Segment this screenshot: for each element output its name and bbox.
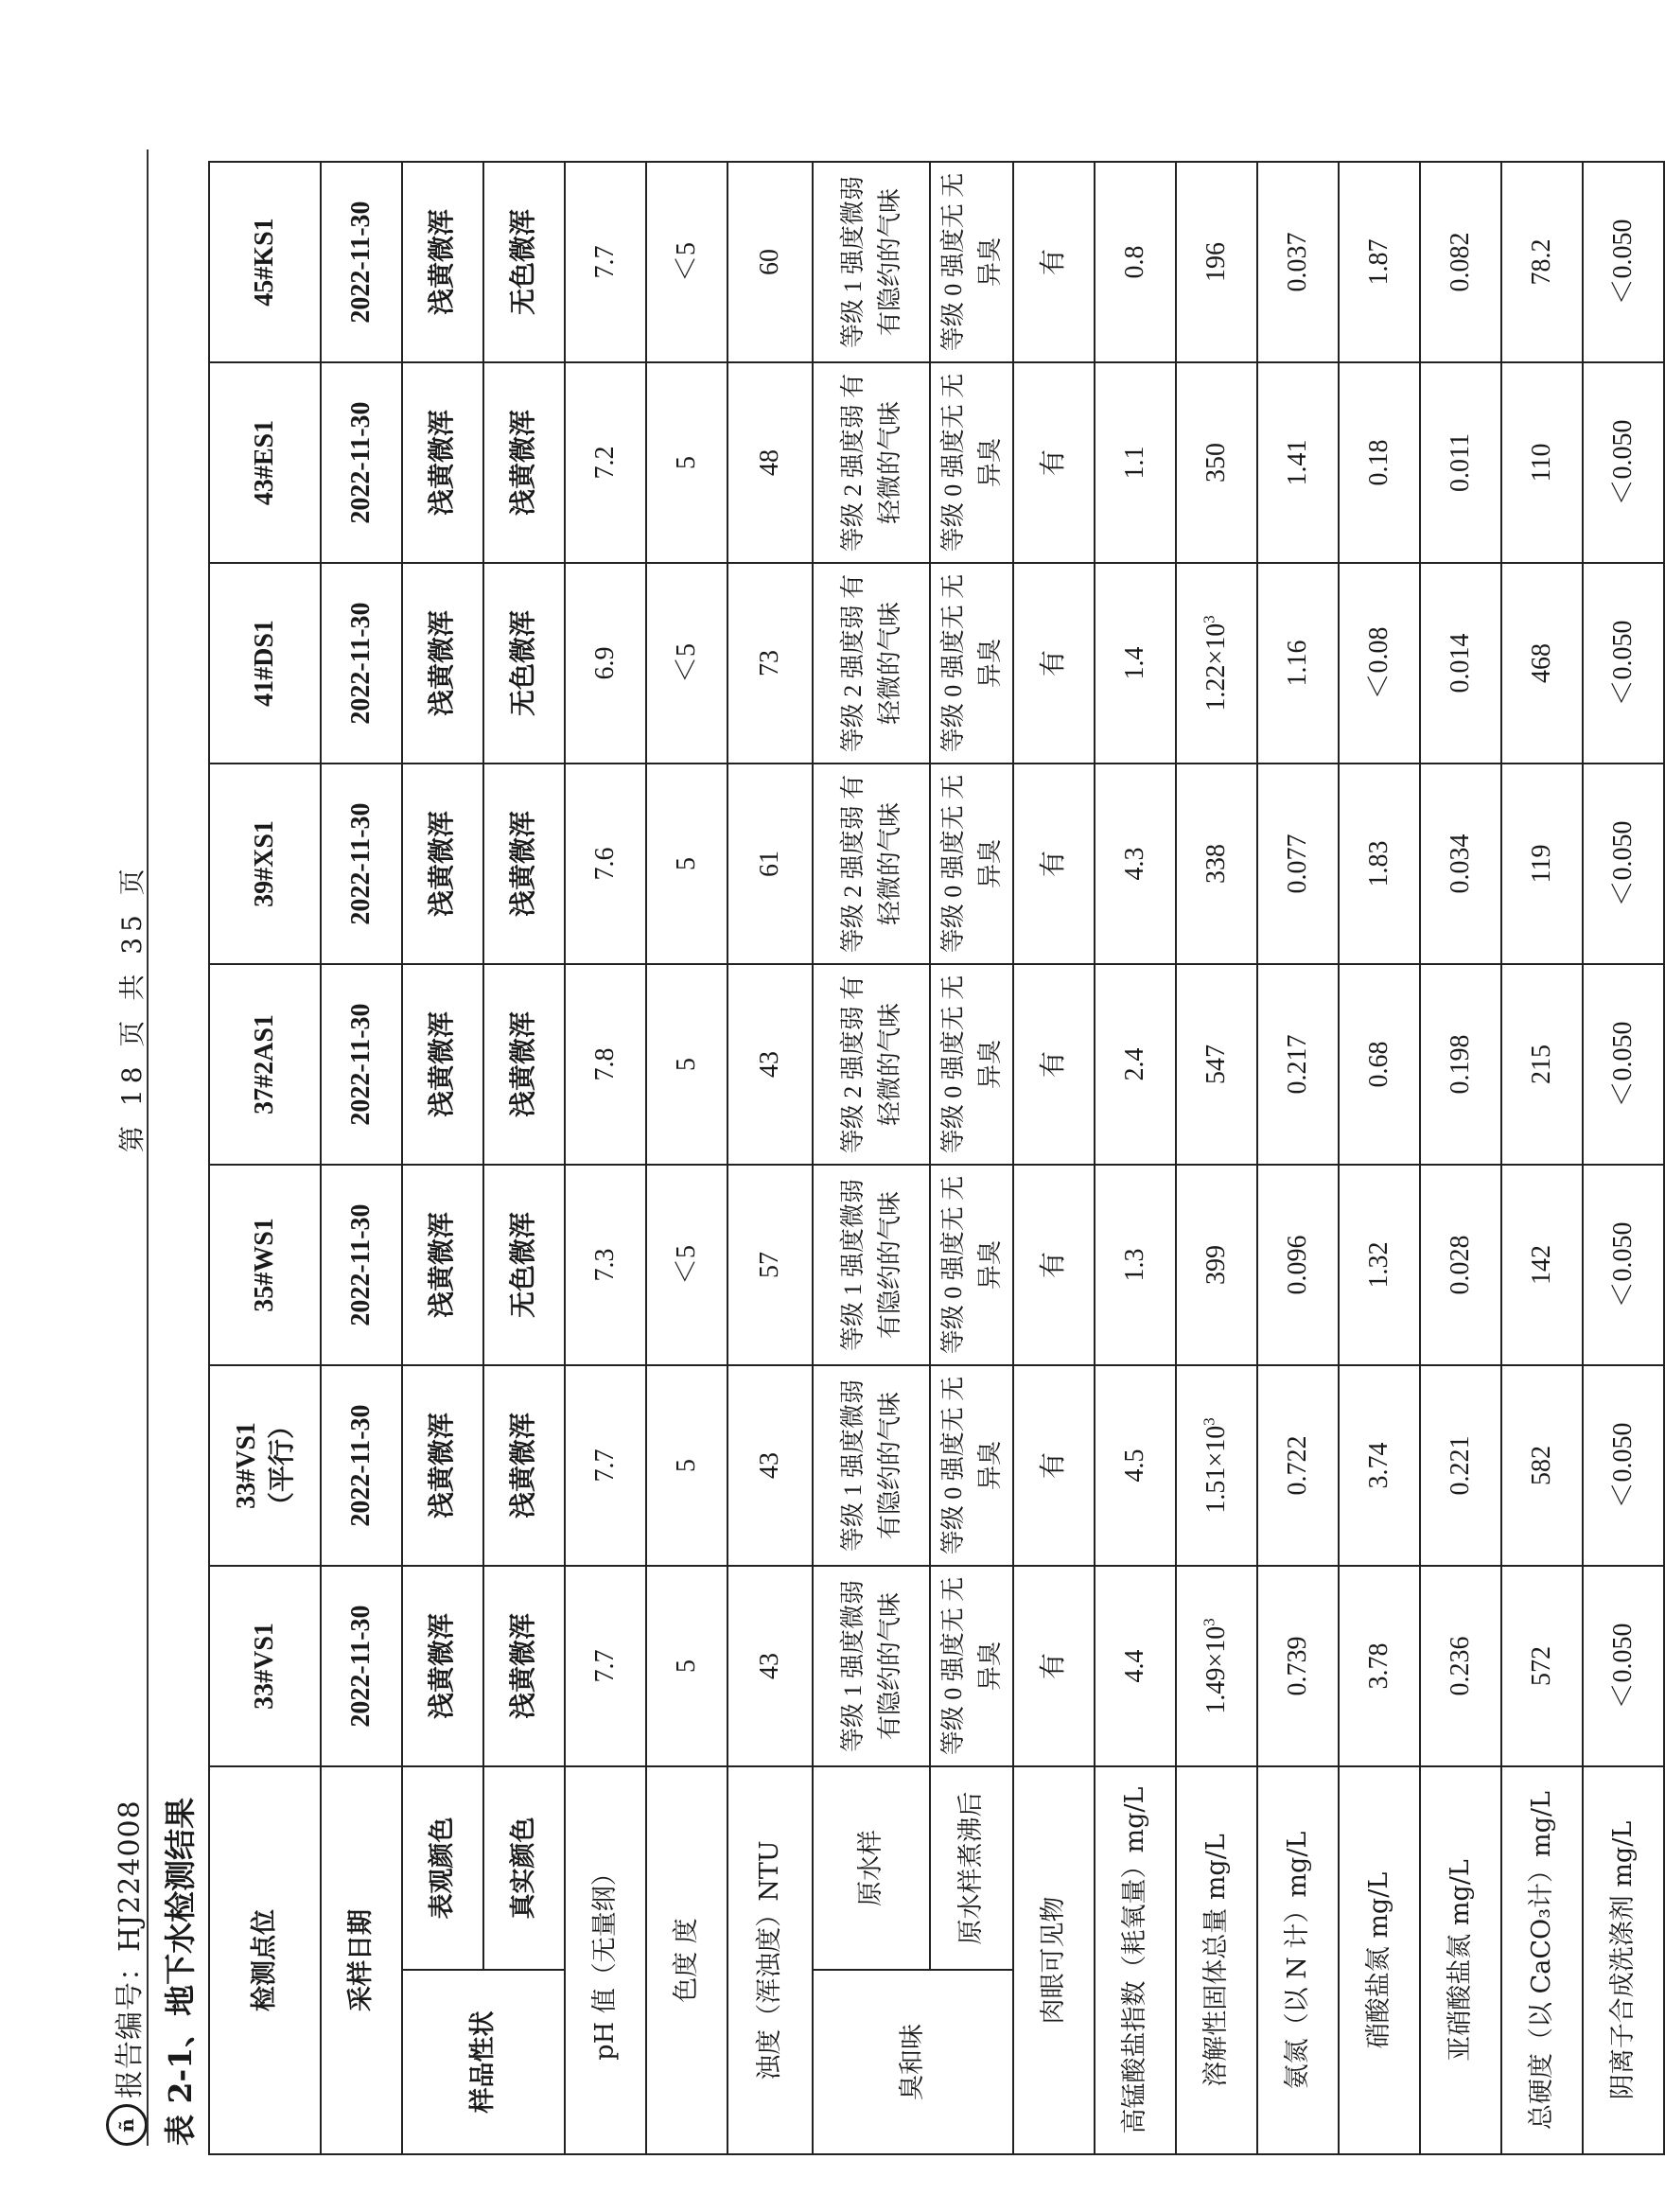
tds-value: 547 [1201,1045,1232,1084]
table-row [646,162,727,2154]
nitrite-cell: 0.014 [1420,563,1501,764]
table-caption: 表 2-1、地下水检测结果 [162,1797,199,2146]
hardness-cell: 215 [1501,964,1583,1165]
chroma-cell: ＜5 [646,162,727,362]
ammonia-cell: 0.077 [1257,764,1339,964]
odor-boiled-cell: 等级 0 强度无 无异臭 [930,563,1013,764]
table-row [930,162,1013,2154]
row-label: 亚硝酸盐氮 mg/L [1420,1766,1501,2154]
chroma-cell: ＜5 [646,1165,727,1365]
odor-boiled-cell: 等级 0 强度无 无异臭 [930,764,1013,964]
nitrate-cell: 0.68 [1339,964,1420,1165]
site-cell: 35#WS1 [209,1165,321,1365]
nitrite-cell: 0.034 [1420,764,1501,964]
header-rule [147,149,149,2146]
chroma-cell: 5 [646,362,727,563]
table-row [1176,162,1257,2154]
true-color-cell: 无色微浑 [483,1165,565,1365]
row-label: 总硬度（以 CaCO₃计）mg/L [1501,1766,1583,2154]
nitrate-cell: 3.74 [1339,1365,1420,1566]
table-row [1013,162,1095,2154]
odor-boiled-cell: 等级 0 强度无 无异臭 [930,1566,1013,1766]
row-label: 色度 度 [646,1766,727,2154]
tds-value: 350 [1201,443,1232,483]
surfactant-cell: ＜0.050 [1583,1365,1664,1566]
nitrite-cell: 0.198 [1420,964,1501,1165]
turbidity-cell: 73 [727,563,813,764]
ammonia-cell: 1.16 [1257,563,1339,764]
row-group-label: 臭和味 [813,1970,1013,2154]
odor-raw-cell: 等级 2 强度弱 有轻微的气味 [813,563,930,764]
date-cell: 2022-11-30 [321,1365,402,1566]
hardness-cell: 78.2 [1501,162,1583,362]
table-row [1257,162,1339,2154]
visible-matter-cell: 有 [1013,362,1095,563]
turbidity-cell: 43 [727,964,813,1165]
odor-raw-cell: 等级 2 强度弱 有轻微的气味 [813,362,930,563]
date-cell: 2022-11-30 [321,1165,402,1365]
true-color-cell: 浅黄微浑 [483,1566,565,1766]
cod-cell: 0.8 [1095,162,1176,362]
visible-matter-cell: 有 [1013,162,1095,362]
apparent-color-cell: 浅黄微浑 [402,162,483,362]
odor-boiled-cell: 等级 0 强度无 无异臭 [930,162,1013,362]
odor-boiled-cell: 等级 0 强度无 无异臭 [930,1365,1013,1566]
apparent-color-cell: 浅黄微浑 [402,1165,483,1365]
visible-matter-cell: 有 [1013,563,1095,764]
surfactant-cell: ＜0.050 [1583,1165,1664,1365]
report-number: 报告编号：HJ224008 [114,1799,147,2098]
chroma-cell: 5 [646,764,727,964]
turbidity-cell: 43 [727,1566,813,1766]
hardness-cell: 142 [1501,1165,1583,1365]
cod-cell: 4.5 [1095,1365,1176,1566]
table-row [209,162,321,2154]
hardness-cell: 119 [1501,764,1583,964]
ammonia-cell: 0.722 [1257,1365,1339,1566]
hardness-cell: 110 [1501,362,1583,563]
row-label: 高锰酸盐指数（耗氧量）mg/L [1095,1766,1176,2154]
tds-value: 1.51×10 [1201,1425,1232,1514]
tds-cell [1176,1566,1257,1766]
table-row [813,162,930,2154]
odor-boiled-cell: 等级 0 强度无 无异臭 [930,964,1013,1165]
hardness-cell: 468 [1501,563,1583,764]
table-row [727,162,813,2154]
row-label: 阴离子合成洗涤剂 mg/L [1583,1766,1664,2154]
tds-cell [1176,1165,1257,1365]
tds-value: 196 [1201,242,1232,282]
tds-cell [1176,563,1257,764]
tds-cell [1176,964,1257,1165]
ph-cell: 7.8 [565,964,646,1165]
true-color-cell: 无色微浑 [483,563,565,764]
chroma-cell: 5 [646,964,727,1165]
row-label: 原水样煮沸后 [930,1766,1013,1970]
visible-matter-cell: 有 [1013,1165,1095,1365]
odor-raw-cell: 等级 2 强度弱 有轻微的气味 [813,964,930,1165]
nitrite-cell: 0.221 [1420,1365,1501,1566]
date-cell: 2022-11-30 [321,362,402,563]
date-cell: 2022-11-30 [321,964,402,1165]
ph-cell: 7.6 [565,764,646,964]
row-label: pH 值（无量纲） [565,1766,646,2154]
tds-exponent: 3 [1200,1417,1218,1426]
true-color-cell: 无色微浑 [483,162,565,362]
ammonia-cell: 0.217 [1257,964,1339,1165]
tds-cell [1176,162,1257,362]
ammonia-cell: 1.41 [1257,362,1339,563]
odor-raw-cell: 等级 1 强度微弱 有隐约的气味 [813,1165,930,1365]
tds-exponent: 3 [1200,1618,1218,1626]
surfactant-cell: ＜0.050 [1583,362,1664,563]
odor-boiled-cell: 等级 0 强度无 无异臭 [930,362,1013,563]
tds-cell [1176,764,1257,964]
report-header [106,1799,148,2146]
company-logo-icon: ñ [106,2104,148,2146]
nitrate-cell: 3.78 [1339,1566,1420,1766]
table-row [1501,162,1583,2154]
true-color-cell: 浅黄微浑 [483,964,565,1165]
odor-raw-cell: 等级 2 强度弱 有轻微的气味 [813,764,930,964]
cod-cell: 1.3 [1095,1165,1176,1365]
groundwater-results-table [208,161,1665,2155]
nitrate-cell: 0.18 [1339,362,1420,563]
turbidity-cell: 43 [727,1365,813,1566]
nitrate-cell: 1.87 [1339,162,1420,362]
table-row [483,162,565,2154]
row-label: 氨氮（以 N 计）mg/L [1257,1766,1339,2154]
true-color-cell: 浅黄微浑 [483,764,565,964]
site-cell: 39#XS1 [209,764,321,964]
chroma-cell: ＜5 [646,563,727,764]
site-cell: 37#2AS1 [209,964,321,1165]
apparent-color-cell: 浅黄微浑 [402,362,483,563]
surfactant-cell: ＜0.050 [1583,162,1664,362]
ammonia-cell: 0.739 [1257,1566,1339,1766]
row-label: 采样日期 [321,1766,402,2154]
odor-raw-cell: 等级 1 强度微弱 有隐约的气味 [813,162,930,362]
date-cell: 2022-11-30 [321,764,402,964]
apparent-color-cell: 浅黄微浑 [402,964,483,1165]
tds-value: 1.49×10 [1201,1625,1232,1714]
true-color-cell: 浅黄微浑 [483,1365,565,1566]
nitrite-cell: 0.236 [1420,1566,1501,1766]
cod-cell: 1.1 [1095,362,1176,563]
odor-raw-cell: 等级 1 强度微弱 有隐约的气味 [813,1566,930,1766]
nitrite-cell: 0.028 [1420,1165,1501,1365]
visible-matter-cell: 有 [1013,764,1095,964]
apparent-color-cell: 浅黄微浑 [402,764,483,964]
turbidity-cell: 60 [727,162,813,362]
cod-cell: 4.4 [1095,1566,1176,1766]
visible-matter-cell: 有 [1013,964,1095,1165]
date-cell: 2022-11-30 [321,162,402,362]
visible-matter-cell: 有 [1013,1365,1095,1566]
tds-value: 399 [1201,1245,1232,1285]
tds-exponent: 3 [1200,615,1218,623]
row-group-label: 样品性状 [402,1970,565,2154]
table-row [1583,162,1664,2154]
visible-matter-cell: 有 [1013,1566,1095,1766]
ammonia-cell: 0.096 [1257,1165,1339,1365]
site-cell: 45#KS1 [209,162,321,362]
cod-cell: 4.3 [1095,764,1176,964]
nitrate-cell: 1.32 [1339,1165,1420,1365]
ph-cell: 7.3 [565,1165,646,1365]
apparent-color-cell: 浅黄微浑 [402,1566,483,1766]
odor-raw-cell: 等级 1 强度微弱 有隐约的气味 [813,1365,930,1566]
ammonia-cell: 0.037 [1257,162,1339,362]
tds-value: 1.22×10 [1201,623,1232,711]
table-row [1095,162,1176,2154]
nitrite-cell: 0.082 [1420,162,1501,362]
surfactant-cell: ＜0.050 [1583,1566,1664,1766]
row-label: 硝酸盐氮 mg/L [1339,1766,1420,2154]
site-cell: 43#ES1 [209,362,321,563]
true-color-cell: 浅黄微浑 [483,362,565,563]
row-label: 检测点位 [209,1766,321,2154]
surfactant-cell: ＜0.050 [1583,764,1664,964]
nitrate-cell: 1.83 [1339,764,1420,964]
surfactant-cell: ＜0.050 [1583,563,1664,764]
cod-cell: 1.4 [1095,563,1176,764]
apparent-color-cell: 浅黄微浑 [402,563,483,764]
row-label: 表观颜色 [402,1766,483,1970]
turbidity-cell: 48 [727,362,813,563]
turbidity-cell: 57 [727,1165,813,1365]
turbidity-cell: 61 [727,764,813,964]
surfactant-cell: ＜0.050 [1583,964,1664,1165]
site-cell: 33#VS1 [209,1566,321,1766]
apparent-color-cell: 浅黄微浑 [402,1365,483,1566]
row-label: 真实颜色 [483,1766,565,1970]
table-row [1339,162,1420,2154]
table-row [321,162,402,2154]
chroma-cell: 5 [646,1365,727,1566]
tds-cell [1176,362,1257,563]
row-label: 浊度（浑浊度）NTU [727,1766,813,2154]
table-row [402,162,483,2154]
page-number: 第 18 页 共 35 页 [116,863,148,1152]
hardness-cell: 582 [1501,1365,1583,1566]
date-cell: 2022-11-30 [321,1566,402,1766]
ph-cell: 7.2 [565,362,646,563]
odor-boiled-cell: 等级 0 强度无 无异臭 [930,1165,1013,1365]
tds-value: 338 [1201,844,1232,884]
ph-cell: 7.7 [565,1566,646,1766]
hardness-cell: 572 [1501,1566,1583,1766]
row-label: 溶解性固体总量 mg/L [1176,1766,1257,2154]
site-cell: 41#DS1 [209,563,321,764]
ph-cell: 6.9 [565,563,646,764]
table-row [1420,162,1501,2154]
ph-cell: 7.7 [565,1365,646,1566]
tds-cell [1176,1365,1257,1566]
ph-cell: 7.7 [565,162,646,362]
site-cell: 33#VS1 （平行） [209,1365,321,1566]
row-label: 原水样 [813,1766,930,1970]
row-label: 肉眼可见物 [1013,1766,1095,2154]
nitrite-cell: 0.011 [1420,362,1501,563]
table-row [565,162,646,2154]
nitrate-cell: ＜0.08 [1339,563,1420,764]
cod-cell: 2.4 [1095,964,1176,1165]
chroma-cell: 5 [646,1566,727,1766]
date-cell: 2022-11-30 [321,563,402,764]
